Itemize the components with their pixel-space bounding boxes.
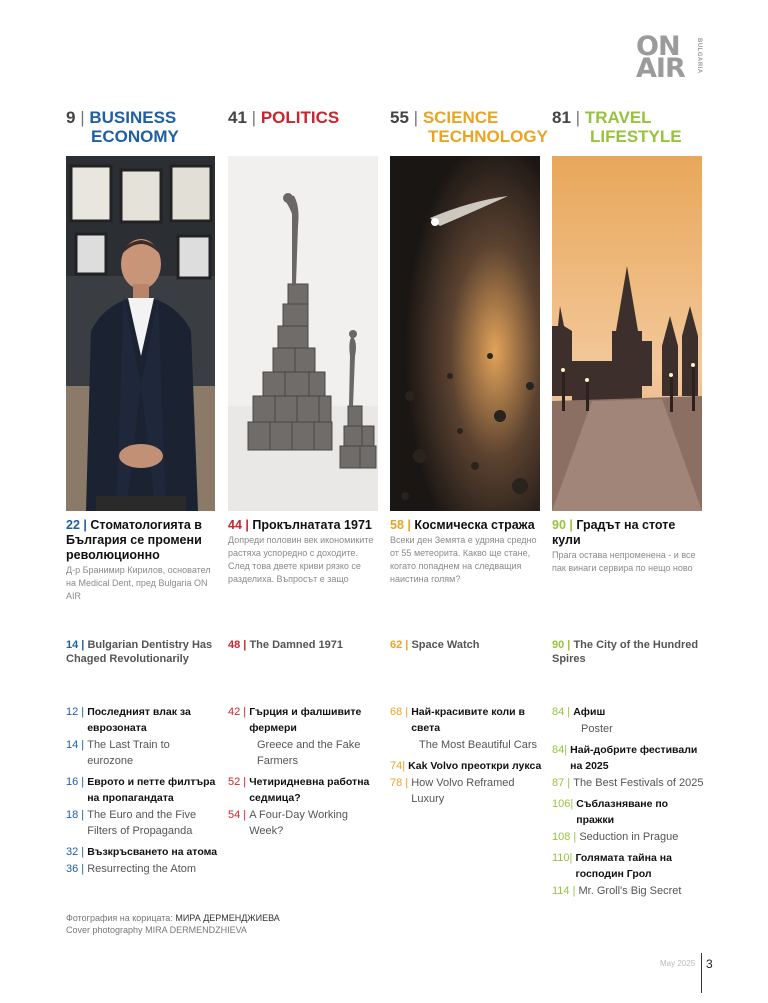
list-item[interactable] [552,742,704,774]
list-item[interactable] [66,737,218,769]
feature-description: Всеки ден Земята е удряна средно от 55 метеорита. Какво ще стане, когато попаднем на следващия наистина голям? [390,535,537,584]
list-item-page: 84| [552,744,571,756]
list-item[interactable] [552,721,704,737]
list-item-title: Greece and the Fake Farmers [257,739,361,767]
list-item-title: Kak Volvo преоткри лукса [408,760,542,772]
credit-name: MIRA DERMENDZHIEVA [145,925,247,935]
section-page-number: 81 [552,108,571,127]
list-item-title: Еврото и петте филтъра на пропагандата [87,776,216,804]
list-item[interactable] [390,704,542,736]
section-title-line2: ECONOMY [91,127,179,146]
issue-date: May 2025 [660,959,696,968]
photo-sculpture-blocks [228,156,378,511]
list-item-page: 32 | [66,846,88,858]
feature-title: 22 | Стоматологията в България се промени революционно [66,518,202,562]
teaser-title: Bulgarian Dentistry Has Chaged Revolutionarily [66,639,213,665]
list-item-title: The Best Festivals of 2025 [573,777,704,789]
list-item-title: Mr. Groll's Big Secret [578,885,682,897]
article-list-business [66,704,218,878]
section-title-line2: TECHNOLOGY [428,127,548,146]
list-item[interactable] [228,737,380,769]
list-item-title: The Euro and the Five Filters of Propaganda [87,809,197,837]
feature-page-number: 44 [228,518,242,532]
feature-title: 90 | Градът на стоте кули [552,518,676,547]
section-page-number: 9 [66,108,76,127]
section-title-line1: POLITICS [260,108,340,127]
list-item[interactable] [228,704,380,736]
feature-description: Прага остава непроменена - и все пак винаги сервира по нещо ново [552,550,696,573]
list-item-page: 12 | [66,706,88,718]
feature-title-text: Градът на стоте кули [552,518,676,547]
list-item-page: 87 | [552,777,574,789]
list-item-title: The Last Train to eurozone [87,739,170,767]
photo-dentist-portrait [66,156,215,511]
article-list-politics [228,704,380,840]
teaser-page-number: 90 [552,639,565,651]
list-item[interactable] [66,861,218,877]
list-item[interactable] [66,774,218,806]
list-item-title: A Four-Day Working Week? [249,809,349,837]
list-item[interactable] [552,850,704,882]
credit-name: МИРА ДЕРМЕНДЖИЕВА [175,913,280,923]
list-item[interactable] [66,807,218,839]
list-item-title: The Most Beautiful Cars [419,739,537,751]
photo-prague-bridge [552,156,702,511]
list-item-title: Resurrecting the Atom [87,863,197,875]
list-item-page: 106| [552,798,577,810]
feature-title-text: Стоматологията в България се промени революционно [66,518,202,562]
feature-title: 44 | Прокълнатата 1971 [228,518,372,532]
logo-vertical-text: BULGARIA [696,38,702,74]
list-item[interactable] [228,807,380,839]
teaser-title: The Damned 1971 [249,639,343,651]
feature-business[interactable] [66,518,216,603]
list-item-title: Възкръсването на атома [87,846,218,858]
feature-page-number: 22 [66,518,80,532]
page-number: 3 [706,957,713,971]
feature-science[interactable] [390,518,540,586]
list-item[interactable] [552,796,704,828]
list-item-page: 84 | [552,706,574,718]
list-item[interactable] [66,704,218,736]
list-item[interactable] [66,844,218,860]
list-item[interactable] [552,829,704,845]
section-title-line1: BUSINESS [89,108,177,127]
section-header-science: 55 | SCIENCE TECHNOLOGY [390,108,550,146]
list-item[interactable] [552,704,704,720]
list-item-title: How Volvo Reframed Luxury [411,777,515,805]
list-item[interactable] [390,775,542,807]
feature-page-number: 58 [390,518,404,532]
article-list-travel [552,704,704,900]
list-item-title: Най-красивите коли в света [411,706,525,734]
cover-credit-bg [66,912,280,924]
list-item-title: Последният влак за еврозоната [87,706,191,734]
list-item-page: 74| [390,760,409,772]
english-teaser-business[interactable]: 14 | Bulgarian Dentistry Has Chaged Revolutionarily [66,639,213,665]
cover-credits [66,912,280,936]
list-item[interactable] [552,775,704,791]
feature-title: 58 | Космическа стража [390,518,535,532]
section-header-travel: 81 | TRAVEL LIFESTYLE [552,108,712,146]
list-item-page: 14 | [66,739,88,751]
list-item-page: 36 | [66,863,88,875]
teaser-page-number: 14 [66,639,79,651]
list-item-page: 108 | [552,831,580,843]
section-title-line2: LIFESTYLE [590,127,682,146]
section-title-line1: SCIENCE [422,108,499,127]
list-item-title: Афиш [573,706,606,718]
list-item-page: 18 | [66,809,88,821]
list-item-title: Seduction in Prague [579,831,679,843]
list-item-title: Голямата тайна на господин Грол [575,852,672,880]
list-item-title: Гърция и фалшивите фермери [249,706,362,734]
list-item-page: 114 | [552,885,579,897]
feature-description: Д-р Бранимир Кирилов, основател на Medical Dent, пред Bulgaria ON AIR [66,565,211,601]
magazine-logo [636,31,706,84]
section-page-number: 41 [228,108,247,127]
feature-title-text: Прокълнатата 1971 [252,518,372,532]
teaser-page-number: 62 [390,639,403,651]
english-teaser-travel[interactable]: 90 | The City of the Hundred Spires [552,639,699,665]
list-item-page: 16 | [66,776,88,788]
section-header-business: 9 | BUSINESS ECONOMY [66,108,226,146]
list-item-page: 68 | [390,706,412,718]
photo-meteor-space [390,156,540,511]
list-item-page: 42 | [228,706,250,718]
section-header-politics: 41 | POLITICS [228,108,340,127]
section-page-number: 55 [390,108,409,127]
feature-title-text: Космическа стража [414,518,535,532]
list-item-page: 54 | [228,809,250,821]
list-item[interactable] [390,737,542,753]
section-title-line1: TRAVEL [584,108,652,127]
feature-politics[interactable] [228,518,378,586]
feature-description: Допреди половин век икономиките растяха успоредно с доходите. След това двете криви рязко се разделиха. Въпросът е защо [228,535,374,584]
logo-air-text: AIR [636,53,685,84]
cover-credit-en [66,924,280,936]
list-item-page: 78 | [390,777,412,789]
teaser-page-number: 48 [228,639,241,651]
list-item-title: Poster [581,723,613,735]
feature-page-number: 90 [552,518,566,532]
article-list-science [390,704,542,808]
credit-label: Фотография на корицата: [66,913,173,923]
list-item-page: 52 | [228,776,250,788]
list-item[interactable] [390,758,542,774]
english-teaser-science[interactable]: 62 | Space Watch [390,639,480,651]
list-item[interactable] [552,883,704,899]
footer-divider [701,953,702,993]
list-item[interactable] [228,774,380,806]
english-teaser-politics[interactable]: 48 | The Damned 1971 [228,639,343,651]
list-item-title: Най-добрите фестивали на 2025 [570,744,698,772]
list-item-page: 110| [552,852,576,864]
logo-on-text: ON [636,31,680,62]
list-item-title: Четиридневна работна седмица? [249,776,370,804]
list-item-title: Съблазняване по пражки [576,798,669,826]
feature-travel[interactable] [552,518,702,575]
teaser-title: Space Watch [411,639,480,651]
credit-label: Cover photography [66,925,143,935]
teaser-title: The City of the Hundred Spires [552,639,699,665]
